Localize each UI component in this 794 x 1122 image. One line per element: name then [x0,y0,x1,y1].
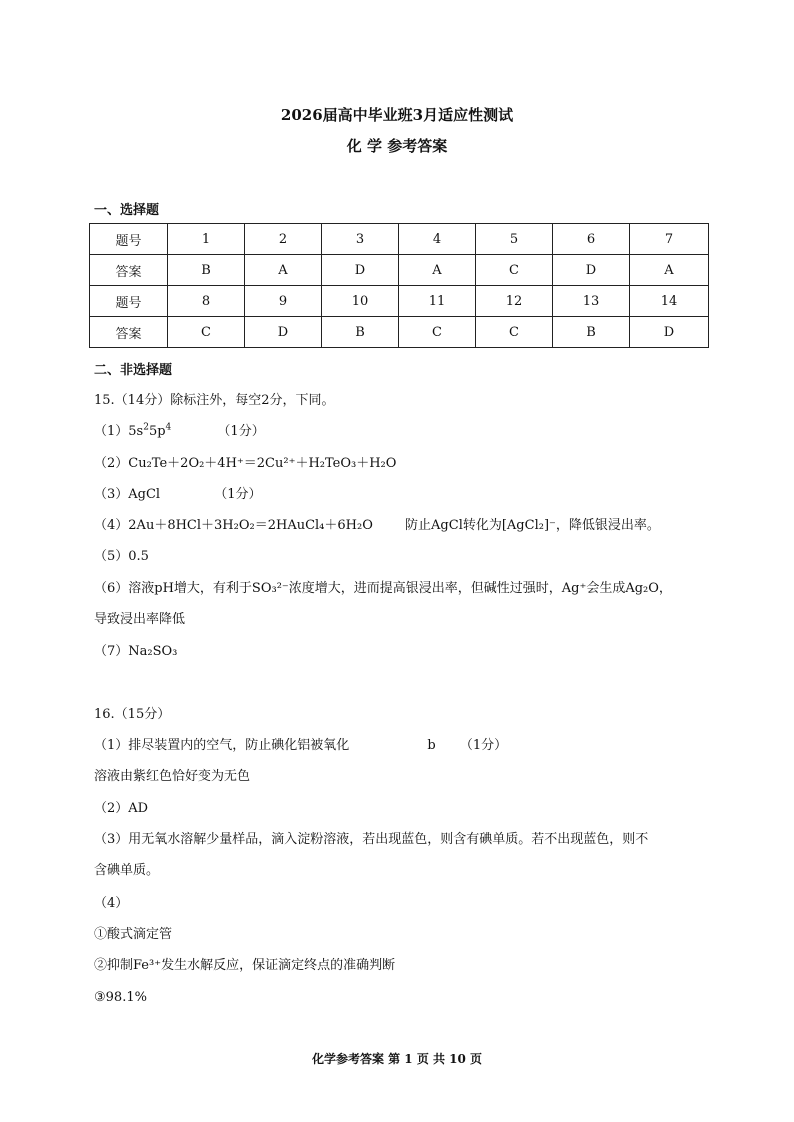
q15-answer-4: （4）2Au＋8HCl＋3H₂O₂＝2HAuCl₄＋6H₂O 防止AgCl转化为[AgCl₂]⁻，降低银浸出率。 [94,518,660,533]
page-title: 2026届高中毕业班3月适应性测试 [280,106,514,124]
q15-answer-6-line1: （6）溶液pH增大，有利于SO₃²⁻浓度增大，进而提高银浸出率，但碱性过强时，Ag⁺会生成Ag₂O， [94,581,672,596]
q15-answer-1: $(1)5s^25p^4$ （1分） [94,422,265,439]
q15-answer-4-note: 防止AgCl转化为[AgCl₂]⁻，降低银浸出率。 [405,518,660,533]
table-cell: 5 [476,224,553,255]
table-row-header: 答案 [90,317,168,348]
table-cell: 2 [245,224,322,255]
table-row-header: 答案 [90,255,168,286]
page-footer: 化学参考答案 第 1 页 共 10 页 [311,1052,483,1066]
q16-answer-1-line2: 溶液由紫红色恰好变为无色 [94,769,251,784]
q16-heading: 16.（15分） [94,707,171,722]
q16-answer-1: （1）排尽装置内的空气，防止碘化铝被氧化 b （1分） [94,738,508,753]
table-cell: 8 [168,286,245,317]
table-cell: 10 [322,286,399,317]
q16-answer-1-score: （1分） [459,738,508,753]
table-cell: B [168,255,245,286]
q15-answer-5: （5）0.5 [94,549,149,564]
table-cell: 6 [553,224,630,255]
table-cell: 3 [322,224,399,255]
section-heading-nonchoice: 二、非选择题 [94,363,173,378]
table-row [90,224,709,255]
table-cell: 7 [630,224,709,255]
table-cell: 12 [476,286,553,317]
table-cell: D [630,317,709,348]
q15-answer-3-score: （1分） [214,487,262,502]
q16-answer-3-line2: 含碘单质。 [94,863,160,878]
table-cell: D [322,255,399,286]
table-cell: D [553,255,630,286]
table-cell: 11 [399,286,476,317]
table-cell: B [322,317,399,348]
answer-table [89,223,709,348]
q16-answer-2: （2）AD [94,801,149,816]
table-cell: 9 [245,286,322,317]
q15-answer-1-score: （1分） [217,424,265,439]
table-row [90,317,709,348]
q16-answer-4-3: ③98.1% [94,990,147,1005]
table-cell: B [553,317,630,348]
table-cell: 14 [630,286,709,317]
q15-equation-2: Cu₂Te＋2O₂＋4H⁺＝2Cu²⁺＋H₂TeO₃＋H₂O [128,456,397,471]
q16-answer-3-line1: （3）用无氧水溶解少量样品，滴入淀粉溶液，若出现蓝色，则含有碘单质。若不出现蓝色，则不 [94,832,649,847]
q15-answer-3: （3）AgCl （1分） [94,487,262,502]
q16-answer-4-2: ②抑制Fe³⁺发生水解反应，保证滴定终点的准确判断 [94,958,396,973]
table-cell: A [245,255,322,286]
table-cell: C [168,317,245,348]
table-cell: A [630,255,709,286]
table-row-header: 题号 [90,224,168,255]
table-cell: 1 [168,224,245,255]
table-row [90,255,709,286]
q15-answer-7: （7）Na₂SO₃ [94,644,178,659]
table-cell: A [399,255,476,286]
table-cell: C [399,317,476,348]
q16-answer-1-choice: b [427,738,436,753]
table-cell: 4 [399,224,476,255]
q15-equation-4: 2Au＋8HCl＋3H₂O₂＝2HAuCl₄＋6H₂O [128,518,373,533]
table-cell: C [476,255,553,286]
table-row-header: 题号 [90,286,168,317]
q16-answer-4-1: ①酸式滴定管 [94,927,173,942]
table-cell: 13 [553,286,630,317]
table-cell: C [476,317,553,348]
page-subtitle: 化 学 参考答案 [346,137,448,155]
table-cell: D [245,317,322,348]
q15-answer-2: （2）Cu₂Te＋2O₂＋4H⁺＝2Cu²⁺＋H₂TeO₃＋H₂O [94,456,397,471]
table-row [90,286,709,317]
q15-heading: 15.（14分）除标注外，每空2分，下同。 [94,393,335,408]
section-heading-choice: 一、选择题 [94,203,160,218]
q16-answer-4-label: （4） [94,896,129,911]
q15-answer-6-line2: 导致浸出率降低 [94,612,186,627]
